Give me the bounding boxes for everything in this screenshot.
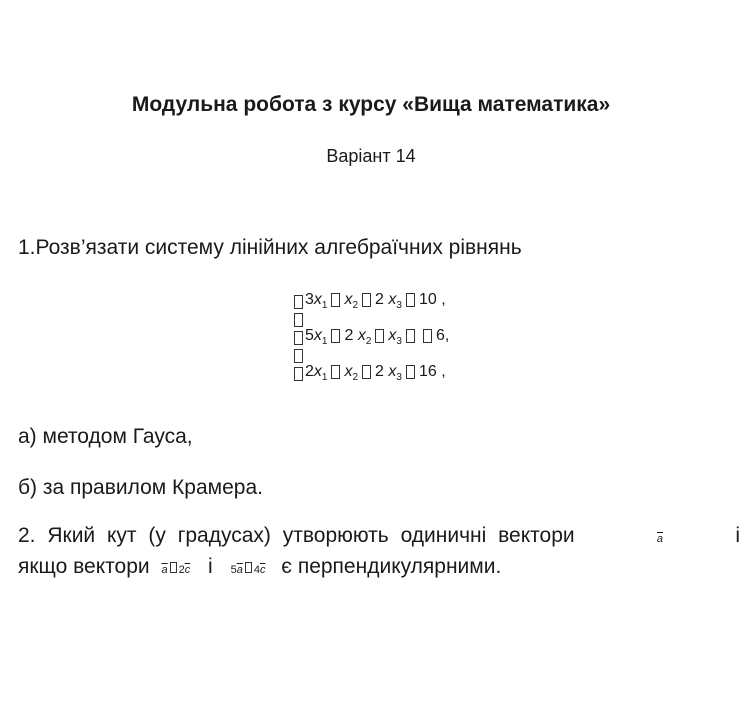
page-title: Модульна робота з курсу «Вища математика»	[131, 93, 611, 116]
operator-glyph	[375, 329, 384, 343]
vector-expression-1: $\overline{a}$ $2\overline{c}$	[161, 555, 190, 578]
equation-system	[294, 290, 449, 386]
method-cramer: б) за правилом Крамера.	[18, 476, 263, 499]
operator-glyph	[362, 293, 371, 307]
operator-glyph	[331, 365, 340, 379]
equation-row-1	[294, 290, 449, 314]
task2-text	[18, 522, 740, 584]
equation-text: $2x_1$ $x_2$ 2 $x_3$ 16 ,	[305, 363, 446, 384]
method-gauss: а) методом Гауса,	[18, 425, 193, 448]
brace-glyph	[294, 367, 303, 381]
task2-line-2	[18, 553, 740, 584]
brace-glyph	[294, 331, 303, 345]
task2-line2-suffix: є перпендикулярними.	[281, 555, 502, 578]
operator-glyph	[423, 329, 432, 343]
brace-glyph	[294, 313, 303, 327]
operator-glyph	[362, 365, 371, 379]
vector-expression-2: $5\overline{a}$ $4\overline{c}$	[231, 555, 266, 578]
operator-glyph	[170, 562, 177, 573]
task2-line2-prefix: якщо вектори	[18, 555, 150, 578]
task1-heading: 1.Розв’язати систему лінійних алгебраїчних рівнянь	[18, 236, 522, 259]
task2-line-1	[18, 522, 740, 553]
operator-glyph	[245, 562, 252, 573]
equation-row-3	[294, 362, 449, 386]
brace-glyph	[294, 349, 303, 363]
equation-text: $5x_1$ 2 $x_2$ $x_3$ 6,	[305, 327, 450, 348]
brace-glyph	[294, 295, 303, 309]
equation-text: $3x_1$ $x_2$ 2 $x_3$ 10 ,	[305, 291, 446, 312]
operator-glyph	[406, 293, 415, 307]
vector-a-label: $\overline{a}$	[656, 533, 664, 545]
operator-glyph	[331, 329, 340, 343]
task2-line1-end: і	[735, 524, 740, 547]
brace-middle	[294, 314, 449, 326]
operator-glyph	[406, 365, 415, 379]
task2-connector: і	[208, 555, 213, 578]
brace-middle	[294, 350, 449, 362]
variant-label: Варіант 14	[326, 146, 416, 166]
task2-line1-text: 2. Який кут (у градусах) утворюють одиничні вектори	[18, 524, 575, 547]
equation-row-2	[294, 326, 449, 350]
operator-glyph	[406, 329, 415, 343]
operator-glyph	[331, 293, 340, 307]
